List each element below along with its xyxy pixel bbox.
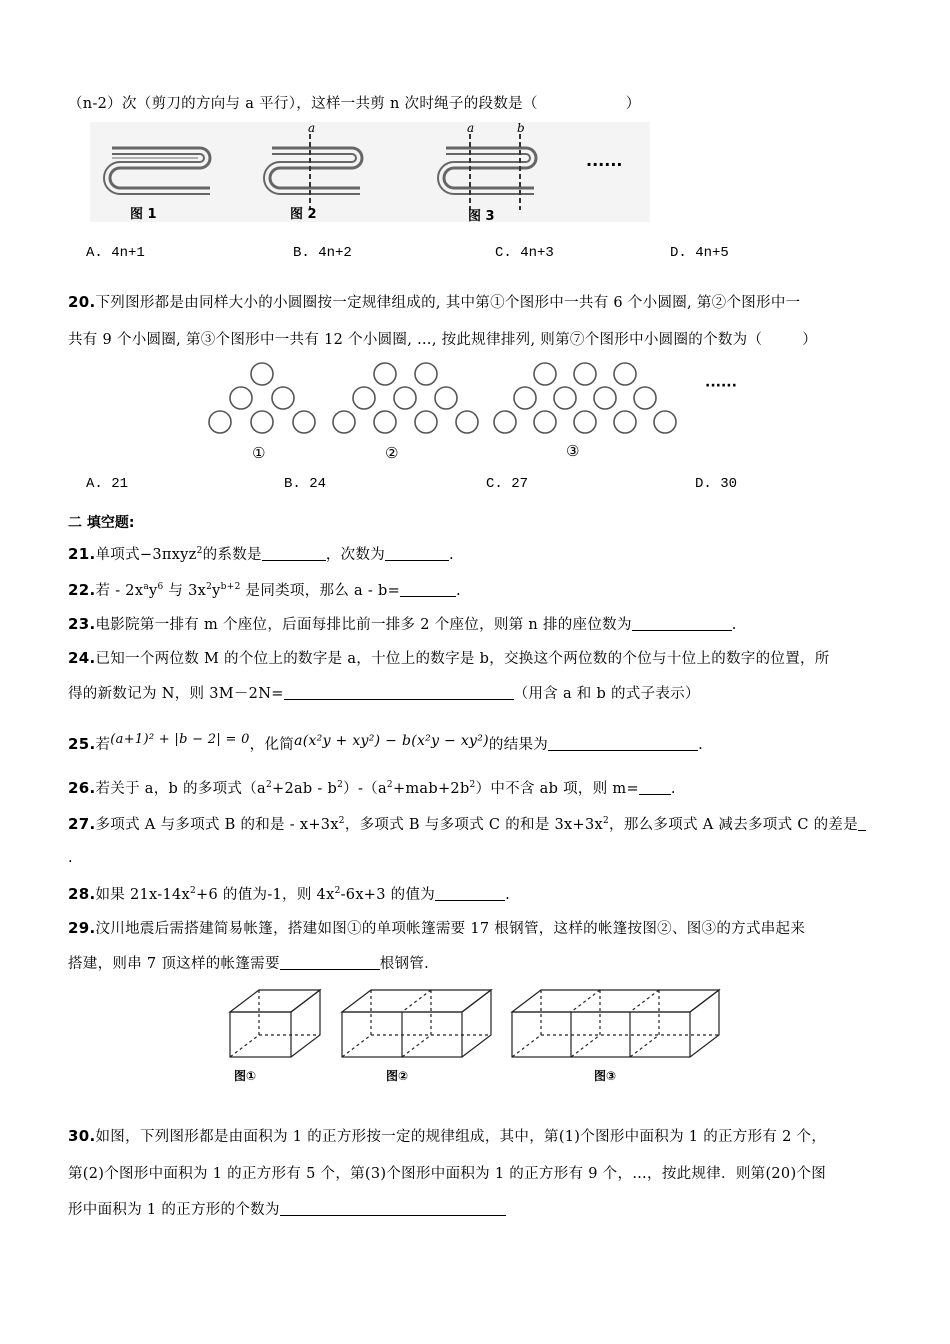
q26-blank[interactable]	[639, 780, 671, 795]
q28-line: 28.如果 $21x-14x^2+6$ 的值为-1，则 $4x^2-6x+3$ 的值为 .	[68, 885, 511, 903]
q19-option-d: D. 4n+5	[670, 245, 729, 261]
q27-blank[interactable]	[858, 816, 866, 831]
q29-blank[interactable]	[280, 955, 380, 970]
continuation-dots: ······	[586, 155, 623, 174]
tent-fig-label-3: 图③	[594, 1069, 617, 1083]
q20-option-b: B. 24	[284, 476, 327, 492]
q19-line: （n-2）次（剪刀的方向与 a 平行），这样一共剪 n 次时绳子的段数是（ ）	[68, 96, 641, 112]
fig-label-2: 图 2	[290, 207, 317, 222]
q29-line2: 搭建，则串 7 顶这样的帐篷需要 根钢管.	[68, 956, 430, 972]
q20-line1: 20.下列图形都是由同样大小的小圆圈按一定规律组成的, 其中第①个图形中一共有 6 个小圆圈, 第②个图形中一	[68, 293, 801, 311]
q19-option-c: C. 4n+3	[495, 245, 554, 261]
q20-circles-figure	[200, 358, 750, 468]
q19-rope-figure	[90, 122, 650, 222]
q29-line1: 29.汶川地震后需搭建简易帐篷，搭建如图①的单项帐篷需要 17 根钢管，这样的帐篷按图②、图③的方式串起来	[68, 919, 806, 937]
q20-line2: 共有 9 个小圆圈, 第③个图形中一共有 12 个小圆圈, …, 按此规律排列, 则第⑦个图形中小圆圈的个数为（ ）	[68, 332, 818, 348]
q22-line: 22.若 - $2x^ay^6$ 与 $3x^2y^{b+2}$ 是同类项，那么 a - b= .	[68, 581, 461, 599]
q19-option-b: B. 4n+2	[293, 245, 352, 261]
q21-line: 21.单项式−3πxyz$^2$的系数是 ，次数为 .	[68, 545, 454, 563]
q30-line2: 第(2)个图形中面积为 1 的正方形有 5 个，第(3)个图形中面积为 1 的正方形有 9 个，…，按此规律．则第(20)个图	[68, 1166, 827, 1182]
q21-blank-1[interactable]	[262, 546, 326, 561]
q20-option-a: A. 21	[86, 476, 129, 492]
q24-line1: 24.已知一个两位数 M 的个位上的数字是 a，十位上的数字是 b，交换这个两位数的个位与十位上的数字的位置，所	[68, 649, 830, 667]
q21-blank-2[interactable]	[385, 546, 449, 561]
q27-line1: 27.多项式 A 与多项式 B 的和是 - $x+3x^2$，多项式 B 与多项式 C 的和是 $3x+3x^2$，那么多项式 A 减去多项式 C 的差是	[68, 814, 866, 835]
circle-continuation-dots: ······	[705, 378, 737, 394]
q19-option-a: A. 4n+1	[86, 245, 145, 261]
cut-label-b: b	[517, 122, 525, 135]
q29-tent-figure	[224, 982, 724, 1092]
q20-option-c: C. 27	[486, 476, 529, 492]
tent-fig-label-2: 图②	[386, 1069, 409, 1083]
cut-label-a2: a	[467, 122, 475, 135]
tent-fig-label-1: 图①	[234, 1069, 257, 1083]
fig-label-1: 图 1	[130, 207, 157, 222]
q24-blank[interactable]	[284, 685, 514, 700]
q25-line: 25.若(a+1)² + |b − 2| = 0，化简a(x²y + xy²) − b(x²y − xy²)的结果为 .	[68, 732, 704, 753]
q30-line1: 30.如图，下列图形都是由面积为 1 的正方形按一定的规律组成，其中，第(1)个图形中面积为 1 的正方形有 2 个，	[68, 1127, 827, 1145]
section-fill-in-heading: 二 填空题:	[68, 515, 135, 531]
q25-condition: (a+1)² + |b − 2| = 0	[110, 732, 250, 747]
q28-blank[interactable]	[435, 886, 505, 901]
circle-fig-label-3: ③	[566, 442, 580, 460]
q23-line: 23.电影院第一排有 m 个座位，后面每排比前一排多 2 个座位，则第 n 排的座位数为 .	[68, 615, 737, 633]
q20-option-d: D. 30	[695, 476, 738, 492]
q26-line: 26.若关于 a，b 的多项式$(a^2+2ab - b^2)-(a^2+mab+2b^2)$中不含 ab 项，则 m= .	[68, 779, 676, 797]
q27-line2: .	[68, 850, 73, 866]
q22-blank[interactable]	[400, 582, 456, 597]
circle-fig-label-2: ②	[385, 444, 399, 462]
q23-blank[interactable]	[632, 616, 732, 631]
q30-line3: 形中面积为 1 的正方形的个数为	[68, 1200, 506, 1220]
q24-line2: 得的新数记为 N，则 3M－2N= （用含 a 和 b 的式子表示）	[68, 686, 700, 702]
circle-fig-label-1: ①	[252, 444, 266, 462]
fig-label-3: 图 3	[468, 209, 495, 222]
q30-blank[interactable]	[280, 1201, 506, 1216]
cut-label-a: a	[308, 122, 316, 135]
q25-blank[interactable]	[548, 736, 698, 751]
q25-expression: a(x²y + xy²) − b(x²y − xy²)	[294, 733, 489, 749]
